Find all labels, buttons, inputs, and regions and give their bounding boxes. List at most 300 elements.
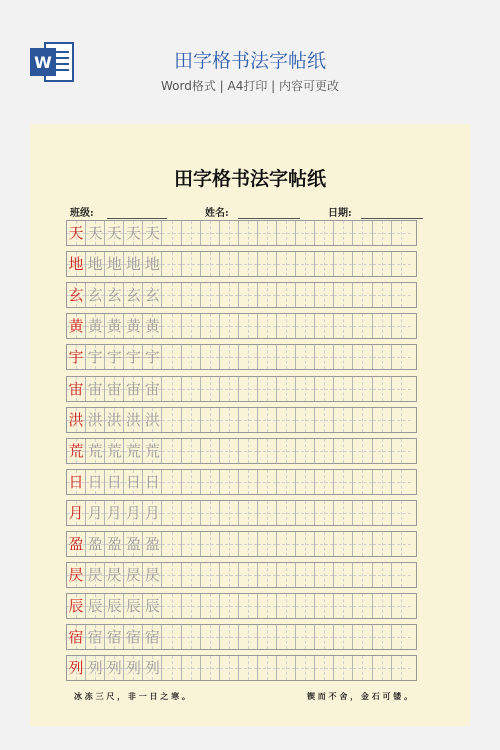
blank-cell[interactable] [296,283,315,307]
blank-cell[interactable] [239,408,258,432]
blank-cell[interactable] [239,283,258,307]
blank-cell[interactable] [392,377,411,401]
blank-cell[interactable] [392,252,411,276]
blank-cell[interactable] [277,314,296,338]
trace-character: 辰 [144,597,160,616]
trace-character: 荒 [87,441,103,460]
blank-cell[interactable] [373,408,392,432]
blank-cell[interactable] [277,377,296,401]
blank-cell[interactable] [220,377,239,401]
trace-cell[interactable] [124,408,143,432]
class-blank[interactable] [107,207,167,219]
blank-cell[interactable] [258,283,277,307]
blank-cell[interactable] [373,470,392,494]
model-cell[interactable] [67,252,86,276]
blank-cell[interactable] [239,470,258,494]
blank-cell[interactable] [353,221,372,245]
blank-cell[interactable] [392,501,411,525]
blank-cell[interactable] [277,470,296,494]
blank-cell[interactable] [220,501,239,525]
blank-cell[interactable] [315,470,334,494]
trace-cell[interactable] [124,252,143,276]
blank-cell[interactable] [220,532,239,556]
trace-character: 黄 [125,317,141,336]
model-cell[interactable] [67,314,86,338]
trace-cell[interactable] [86,594,105,618]
blank-cell[interactable] [162,221,181,245]
blank-cell[interactable] [296,377,315,401]
blank-cell[interactable] [277,532,296,556]
blank-cell[interactable] [201,563,220,587]
blank-cell[interactable] [392,283,411,307]
blank-cell[interactable] [258,594,277,618]
blank-cell[interactable] [334,470,353,494]
trace-cell[interactable] [105,470,124,494]
model-character: 宿 [68,628,84,647]
trace-cell[interactable] [86,501,105,525]
blank-cell[interactable] [315,221,334,245]
blank-cell[interactable] [201,439,220,463]
trace-cell[interactable] [86,439,105,463]
blank-cell[interactable] [277,408,296,432]
blank-cell[interactable] [258,470,277,494]
blank-cell[interactable] [220,252,239,276]
trace-cell[interactable] [105,345,124,369]
blank-cell[interactable] [182,283,201,307]
blank-cell[interactable] [353,563,372,587]
blank-cell[interactable] [239,501,258,525]
trace-cell[interactable] [105,314,124,338]
blank-cell[interactable] [277,656,296,680]
blank-cell[interactable] [162,563,181,587]
blank-cell[interactable] [258,501,277,525]
blank-cell[interactable] [315,625,334,649]
blank-cell[interactable] [334,594,353,618]
blank-cell[interactable] [334,221,353,245]
trace-cell[interactable] [124,377,143,401]
trace-character: 月 [125,503,141,522]
trace-cell[interactable] [143,656,162,680]
trace-cell[interactable] [105,594,124,618]
blank-cell[interactable] [334,314,353,338]
trace-character: 辰 [125,597,141,616]
model-cell[interactable] [67,377,86,401]
blank-cell[interactable] [392,345,411,369]
trace-cell[interactable] [143,221,162,245]
blank-cell[interactable] [277,439,296,463]
blank-cell[interactable] [334,656,353,680]
trace-cell[interactable] [86,532,105,556]
blank-cell[interactable] [353,377,372,401]
blank-cell[interactable] [162,656,181,680]
blank-cell[interactable] [392,563,411,587]
blank-cell[interactable] [277,345,296,369]
model-cell[interactable] [67,532,86,556]
blank-cell[interactable] [220,563,239,587]
blank-cell[interactable] [353,345,372,369]
blank-cell[interactable] [258,532,277,556]
blank-cell[interactable] [296,470,315,494]
blank-cell[interactable] [201,594,220,618]
trace-cell[interactable] [143,594,162,618]
trace-cell[interactable] [86,408,105,432]
blank-cell[interactable] [201,532,220,556]
blank-cell[interactable] [315,377,334,401]
blank-cell[interactable] [162,283,181,307]
blank-cell[interactable] [162,439,181,463]
trace-cell[interactable] [124,501,143,525]
trace-cell[interactable] [143,314,162,338]
blank-cell[interactable] [353,439,372,463]
blank-cell[interactable] [315,594,334,618]
blank-cell[interactable] [277,563,296,587]
blank-cell[interactable] [296,656,315,680]
blank-cell[interactable] [182,345,201,369]
trace-cell[interactable] [143,345,162,369]
blank-cell[interactable] [277,283,296,307]
blank-cell[interactable] [182,656,201,680]
model-cell[interactable] [67,408,86,432]
trace-cell[interactable] [86,314,105,338]
blank-cell[interactable] [239,221,258,245]
class-field [70,204,167,219]
blank-cell[interactable] [220,656,239,680]
blank-cell[interactable] [182,408,201,432]
blank-cell[interactable] [277,625,296,649]
blank-cell[interactable] [334,252,353,276]
trace-cell[interactable] [105,625,124,649]
blank-cell[interactable] [353,252,372,276]
blank-cell[interactable] [220,283,239,307]
trace-cell[interactable] [124,563,143,587]
blank-cell[interactable] [334,625,353,649]
trace-cell[interactable] [86,470,105,494]
trace-cell[interactable] [86,345,105,369]
blank-cell[interactable] [373,594,392,618]
blank-cell[interactable] [296,563,315,587]
blank-cell[interactable] [353,501,372,525]
trace-cell[interactable] [143,470,162,494]
blank-cell[interactable] [315,563,334,587]
blank-cell[interactable] [258,252,277,276]
blank-cell[interactable] [258,656,277,680]
model-cell[interactable] [67,625,86,649]
trace-cell[interactable] [124,594,143,618]
blank-cell[interactable] [392,221,411,245]
blank-cell[interactable] [392,594,411,618]
trace-cell[interactable] [86,252,105,276]
trace-cell[interactable] [143,532,162,556]
model-cell[interactable] [67,345,86,369]
blank-cell[interactable] [182,501,201,525]
trace-cell[interactable] [105,408,124,432]
blank-cell[interactable] [392,408,411,432]
blank-cell[interactable] [162,345,181,369]
blank-cell[interactable] [353,470,372,494]
blank-cell[interactable] [162,408,181,432]
blank-cell[interactable] [315,656,334,680]
blank-cell[interactable] [392,314,411,338]
blank-cell[interactable] [296,314,315,338]
blank-cell[interactable] [201,470,220,494]
blank-cell[interactable] [239,625,258,649]
blank-cell[interactable] [162,532,181,556]
blank-cell[interactable] [258,625,277,649]
blank-cell[interactable] [239,252,258,276]
blank-cell[interactable] [201,314,220,338]
blank-cell[interactable] [220,470,239,494]
blank-cell[interactable] [201,221,220,245]
trace-cell[interactable] [143,439,162,463]
blank-cell[interactable] [373,283,392,307]
practice-row [66,438,417,464]
blank-cell[interactable] [220,439,239,463]
trace-cell[interactable] [105,252,124,276]
blank-cell[interactable] [334,377,353,401]
blank-cell[interactable] [334,439,353,463]
blank-cell[interactable] [220,345,239,369]
trace-character: 盈 [125,535,141,553]
name-blank[interactable] [238,207,300,219]
blank-cell[interactable] [392,656,411,680]
trace-cell[interactable] [105,377,124,401]
blank-cell[interactable] [182,532,201,556]
blank-cell[interactable] [373,563,392,587]
blank-cell[interactable] [296,408,315,432]
blank-cell[interactable] [353,656,372,680]
blank-cell[interactable] [315,252,334,276]
blank-cell[interactable] [296,221,315,245]
blank-cell[interactable] [239,532,258,556]
blank-cell[interactable] [162,594,181,618]
blank-cell[interactable] [277,252,296,276]
blank-cell[interactable] [201,252,220,276]
svg-text:W: W [34,53,52,72]
trace-character: 列 [125,659,141,678]
blank-cell[interactable] [353,314,372,338]
blank-cell[interactable] [201,345,220,369]
blank-cell[interactable] [334,563,353,587]
blank-cell[interactable] [334,532,353,556]
trace-cell[interactable] [143,625,162,649]
trace-cell[interactable] [124,470,143,494]
blank-cell[interactable] [239,345,258,369]
blank-cell[interactable] [239,439,258,463]
blank-cell[interactable] [334,345,353,369]
trace-cell[interactable] [124,625,143,649]
trace-cell[interactable] [143,408,162,432]
blank-cell[interactable] [182,377,201,401]
blank-cell[interactable] [296,501,315,525]
blank-cell[interactable] [373,314,392,338]
trace-cell[interactable] [105,563,124,587]
blank-cell[interactable] [296,252,315,276]
blank-cell[interactable] [277,501,296,525]
blank-cell[interactable] [182,563,201,587]
blank-cell[interactable] [353,532,372,556]
model-cell[interactable] [67,594,86,618]
blank-cell[interactable] [315,283,334,307]
trace-cell[interactable] [124,345,143,369]
trace-character: 宙 [144,379,160,398]
blank-cell[interactable] [201,377,220,401]
model-cell[interactable] [67,439,86,463]
blank-cell[interactable] [162,314,181,338]
blank-cell[interactable] [239,377,258,401]
trace-cell[interactable] [143,377,162,401]
blank-cell[interactable] [258,439,277,463]
blank-cell[interactable] [220,221,239,245]
trace-cell[interactable] [105,221,124,245]
model-cell[interactable] [67,221,86,245]
trace-cell[interactable] [86,221,105,245]
model-character: 天 [68,224,84,242]
blank-cell[interactable] [162,252,181,276]
blank-cell[interactable] [201,283,220,307]
blank-cell[interactable] [334,283,353,307]
blank-cell[interactable] [296,345,315,369]
blank-cell[interactable] [315,501,334,525]
blank-cell[interactable] [258,408,277,432]
blank-cell[interactable] [315,408,334,432]
blank-cell[interactable] [239,314,258,338]
blank-cell[interactable] [201,408,220,432]
trace-cell[interactable] [86,283,105,307]
trace-cell[interactable] [105,439,124,463]
copybook-paper [30,124,470,726]
blank-cell[interactable] [296,532,315,556]
blank-cell[interactable] [239,656,258,680]
blank-cell[interactable] [392,439,411,463]
blank-cell[interactable] [182,625,201,649]
blank-cell[interactable] [296,594,315,618]
blank-cell[interactable] [315,314,334,338]
blank-cell[interactable] [258,221,277,245]
trace-character: 黄 [144,317,160,336]
blank-cell[interactable] [373,252,392,276]
blank-cell[interactable] [334,408,353,432]
blank-cell[interactable] [220,314,239,338]
blank-cell[interactable] [296,625,315,649]
blank-cell[interactable] [162,470,181,494]
blank-cell[interactable] [182,221,201,245]
blank-cell[interactable] [353,283,372,307]
blank-cell[interactable] [258,345,277,369]
model-cell[interactable] [67,470,86,494]
trace-cell[interactable] [105,283,124,307]
blank-cell[interactable] [392,625,411,649]
trace-cell[interactable] [86,563,105,587]
trace-character: 洪 [144,410,160,429]
trace-cell[interactable] [86,625,105,649]
trace-cell[interactable] [124,656,143,680]
blank-cell[interactable] [373,221,392,245]
blank-cell[interactable] [373,625,392,649]
trace-cell[interactable] [143,252,162,276]
blank-cell[interactable] [258,563,277,587]
blank-cell[interactable] [373,439,392,463]
blank-cell[interactable] [296,439,315,463]
trace-character: 月 [87,503,103,522]
blank-cell[interactable] [373,501,392,525]
trace-character: 天 [106,224,122,242]
blank-cell[interactable] [353,594,372,618]
blank-cell[interactable] [392,470,411,494]
blank-cell[interactable] [239,594,258,618]
trace-character: 宇 [125,348,141,367]
trace-cell[interactable] [124,283,143,307]
trace-character: 荒 [125,441,141,460]
blank-cell[interactable] [220,408,239,432]
blank-cell[interactable] [315,345,334,369]
blank-cell[interactable] [182,439,201,463]
practice-row [66,313,417,339]
model-cell[interactable] [67,283,86,307]
date-blank[interactable] [361,207,423,219]
blank-cell[interactable] [239,563,258,587]
blank-cell[interactable] [353,625,372,649]
trace-cell[interactable] [124,532,143,556]
blank-cell[interactable] [373,377,392,401]
blank-cell[interactable] [201,656,220,680]
blank-cell[interactable] [315,532,334,556]
blank-cell[interactable] [201,625,220,649]
blank-cell[interactable] [373,532,392,556]
blank-cell[interactable] [182,252,201,276]
model-cell[interactable] [67,656,86,680]
blank-cell[interactable] [277,594,296,618]
model-cell[interactable] [67,501,86,525]
blank-cell[interactable] [373,656,392,680]
blank-cell[interactable] [315,439,334,463]
blank-cell[interactable] [277,221,296,245]
trace-cell[interactable] [143,563,162,587]
trace-cell[interactable] [124,221,143,245]
trace-cell[interactable] [143,501,162,525]
trace-cell[interactable] [86,656,105,680]
blank-cell[interactable] [220,594,239,618]
blank-cell[interactable] [258,377,277,401]
blank-cell[interactable] [353,408,372,432]
blank-cell[interactable] [182,594,201,618]
trace-cell[interactable] [105,501,124,525]
blank-cell[interactable] [162,625,181,649]
trace-cell[interactable] [105,532,124,556]
trace-cell[interactable] [105,656,124,680]
model-character: 洪 [68,410,84,429]
blank-cell[interactable] [182,314,201,338]
trace-cell[interactable] [143,283,162,307]
model-cell[interactable] [67,563,86,587]
trace-character: 宿 [87,628,103,647]
blank-cell[interactable] [201,501,220,525]
blank-cell[interactable] [392,532,411,556]
blank-cell[interactable] [373,345,392,369]
model-character: 宇 [68,348,84,367]
blank-cell[interactable] [182,470,201,494]
blank-cell[interactable] [334,501,353,525]
trace-cell[interactable] [86,377,105,401]
blank-cell[interactable] [162,377,181,401]
practice-row [66,500,417,526]
trace-character: 宙 [87,379,103,398]
blank-cell[interactable] [162,501,181,525]
trace-cell[interactable] [124,439,143,463]
trace-character: 玄 [144,286,160,305]
blank-cell[interactable] [220,625,239,649]
trace-cell[interactable] [124,314,143,338]
blank-cell[interactable] [258,314,277,338]
